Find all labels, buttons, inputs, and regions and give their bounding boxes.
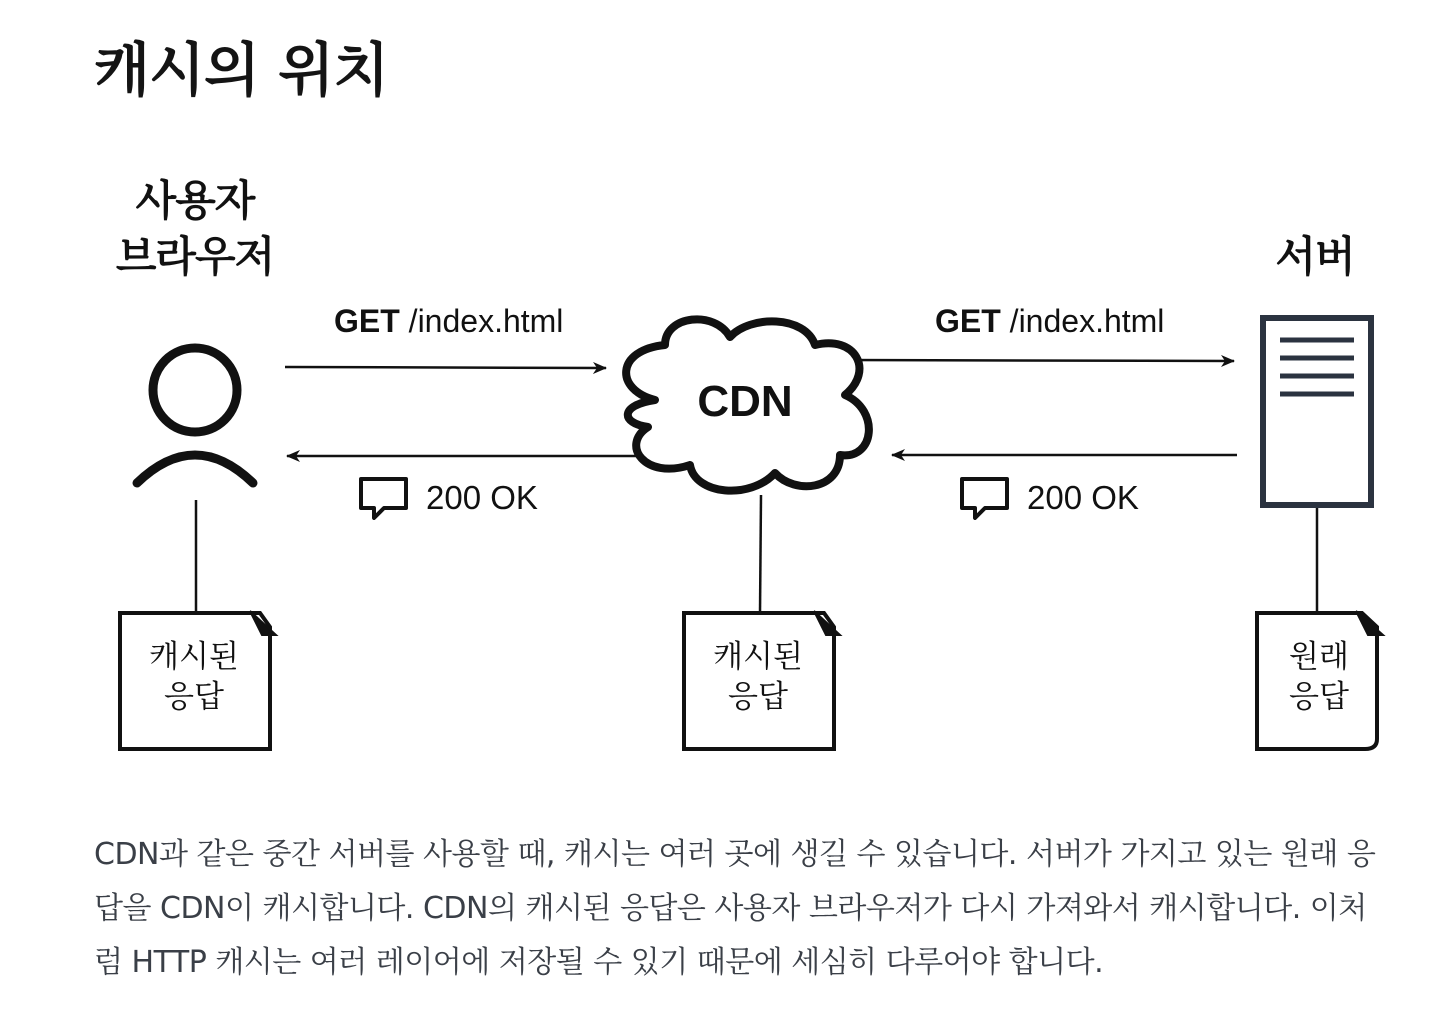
request-arrow-cdn-to-server (842, 360, 1234, 361)
request-method: GET (935, 303, 1001, 339)
user-icon (137, 348, 253, 483)
response-label-2 (959, 476, 1139, 520)
browser-cached-response-label: 캐시된 응답 (149, 639, 239, 715)
request-path: /index.html (1009, 303, 1165, 339)
request-arrow-browser-to-cdn (285, 367, 606, 368)
speech-bubble-icon (959, 476, 1011, 520)
server-original-response-label: 원래 응답 (1289, 639, 1349, 715)
server-label: 서버 (1275, 232, 1355, 281)
request-method: GET (334, 303, 400, 339)
connector-cdn-document (760, 495, 761, 613)
browser-label: 사용자 브라우저 (115, 176, 275, 281)
request-label-2 (935, 301, 1164, 341)
page-title: 캐시의 위치 (94, 36, 389, 104)
response-status: 200 OK (426, 479, 538, 516)
request-path: /index.html (408, 303, 564, 339)
response-status: 200 OK (1027, 479, 1139, 516)
speech-bubble-icon (358, 476, 410, 520)
cdn-cached-response-label: 캐시된 응답 (713, 639, 803, 715)
response-label-1 (358, 476, 538, 520)
cache-location-diagram (100, 165, 1390, 765)
cdn-label: CDN (697, 377, 793, 426)
request-label-1 (334, 301, 563, 341)
description-paragraph: CDN과 같은 중간 서버를 사용할 때, 캐시는 여러 곳에 생길 수 있습니다. 서버가 가지고 있는 원래 응답을 CDN이 캐시합니다. CDN의 캐시된 응답은 사용자 브라우저가 다시 가져와서 캐시합니다. 이처럼 HTTP 캐시는 여러 레이어에 저장될 수 있기 때문에 세심히 다루어야 합니다. (94, 837, 1376, 980)
server-icon (1263, 318, 1371, 505)
